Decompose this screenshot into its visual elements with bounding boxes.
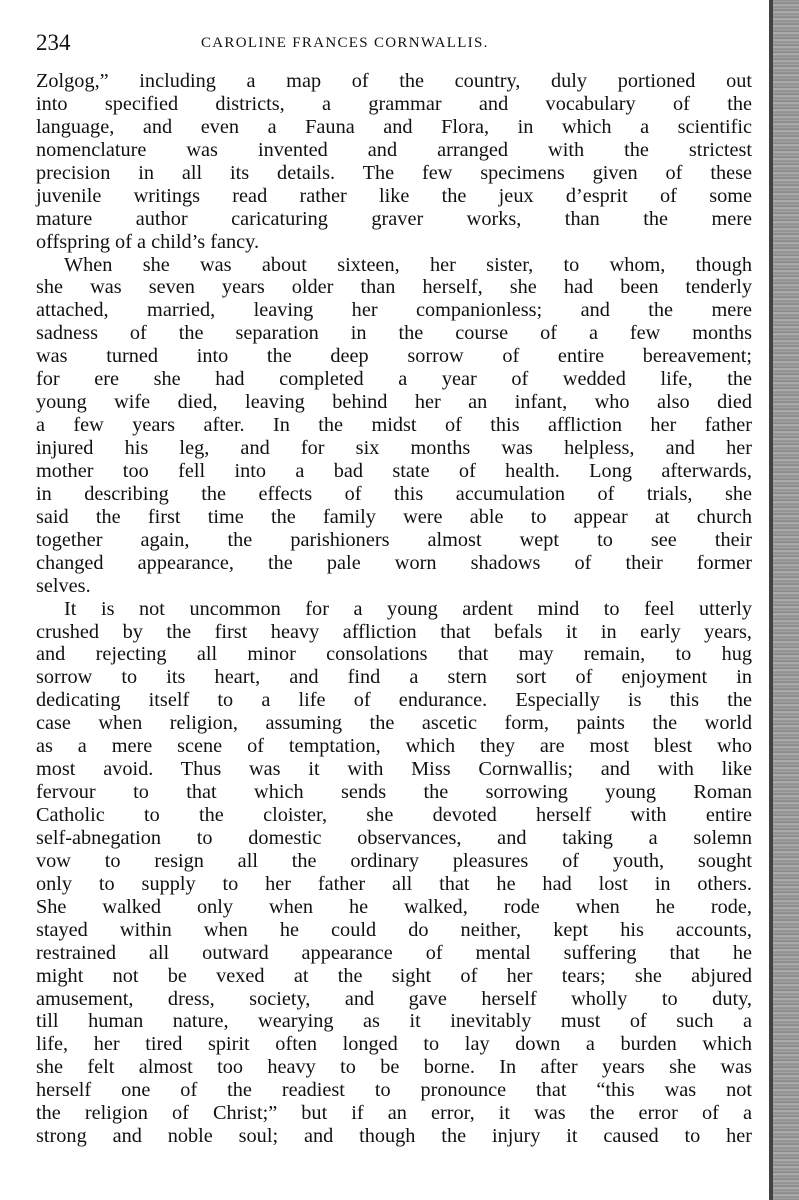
text-line: case when religion, assuming the ascetic form, paints the world [36,712,752,735]
text-line: offspring of a child’s fancy. [36,230,260,253]
text-line: Zolgog,” including a map of the country, duly portioned out [36,70,752,92]
text-line: dedicating itself to a life of endurance. Especially is this the [36,689,752,712]
text-line: was turned into the deep sorrow of entire bereavement; [36,345,752,368]
text-line: herself one of the readiest to pronounce that “this was not [36,1079,752,1102]
text-line: selves. [36,574,91,597]
text-line: and rejecting all minor consolations that may remain, to hug [36,643,752,666]
text-line: life, her tired spirit often longed to lay down a burden which [36,1033,752,1056]
text-line: crushed by the first heavy affliction that befals it in early years, [36,620,752,643]
text-line: self-abnegation to domestic observances, and taking a solemn [36,826,752,849]
text-line: a few years after. In the midst of this affliction her father [36,414,752,437]
text-line: only to supply to her father all that he had lost in others. [36,872,752,895]
text-line: It is not uncommon for a young ardent mind to feel utterly [64,597,752,620]
text-line: language, and even a Fauna and Flora, in which a scientific [36,115,752,138]
text-line: mother too fell into a bad state of health. Long afterwards, [36,459,752,482]
text-line: fervour to that which sends the sorrowing young Roman [36,781,752,804]
text-line: might not be vexed at the sight of her tears; she abjured [36,964,752,987]
running-head: CAROLINE FRANCES CORNWALLIS. [201,35,489,51]
text-line: stayed within when he could do neither, kept his accounts, [36,918,752,941]
text-line: till human nature, wearying as it inevitably must of such a [36,1010,752,1033]
text-line: into specified districts, a grammar and vocabulary of the [36,92,752,115]
text-line: vow to resign all the ordinary pleasures of youth, sought [36,849,752,872]
text-line: young wife died, leaving behind her an infant, who also died [36,391,752,414]
page-binding-edge [769,0,799,1200]
text-line: juvenile writings read rather like the jeux d’esprit of some [36,184,752,207]
text-line: sorrow to its heart, and find a stern sort of enjoyment in [36,666,752,689]
text-line: When she was about sixteen, her sister, to whom, though [64,253,752,276]
text-line: injured his leg, and for six months was helpless, and her [36,437,752,459]
text-line: nomenclature was invented and arranged with the strictest [36,138,752,161]
text-line: said the first time the family were able to appear at church [36,505,752,528]
text-line: changed appearance, the pale worn shadows of their former [36,551,752,574]
text-line: mature author caricaturing graver works, than the mere [36,207,752,230]
body-text [36,70,752,1148]
page-number: 234 [36,30,71,55]
text-line: strong and noble soul; and though the injury it caused to her [36,1125,752,1148]
page-header [36,30,756,60]
text-line: the religion of Christ;” but if an error, it was the error of a [36,1102,752,1125]
text-line: she felt almost too heavy to be borne. In after years she was [36,1056,752,1079]
text-line: restrained all outward appearance of mental suffering that he [36,941,752,964]
text-line: for ere she had completed a year of wedded life, the [36,368,752,391]
text-line: amusement, dress, society, and gave herself wholly to duty, [36,987,752,1010]
text-line: she was seven years older than herself, she had been tenderly [36,276,752,299]
text-line: most avoid. Thus was it with Miss Cornwallis; and with like [36,758,752,781]
text-line: precision in all its details. The few specimens given of these [36,161,752,184]
text-line: as a mere scene of temptation, which they are most blest who [36,735,752,758]
text-line: together again, the parishioners almost wept to see their [36,528,752,551]
text-line: sadness of the separation in the course of a few months [36,322,752,345]
text-line: attached, married, leaving her companionless; and the mere [36,299,752,322]
text-line: in describing the effects of this accumulation of trials, she [36,482,752,505]
text-line: Catholic to the cloister, she devoted herself with entire [36,804,752,826]
text-line: She walked only when he walked, rode when he rode, [36,895,752,918]
